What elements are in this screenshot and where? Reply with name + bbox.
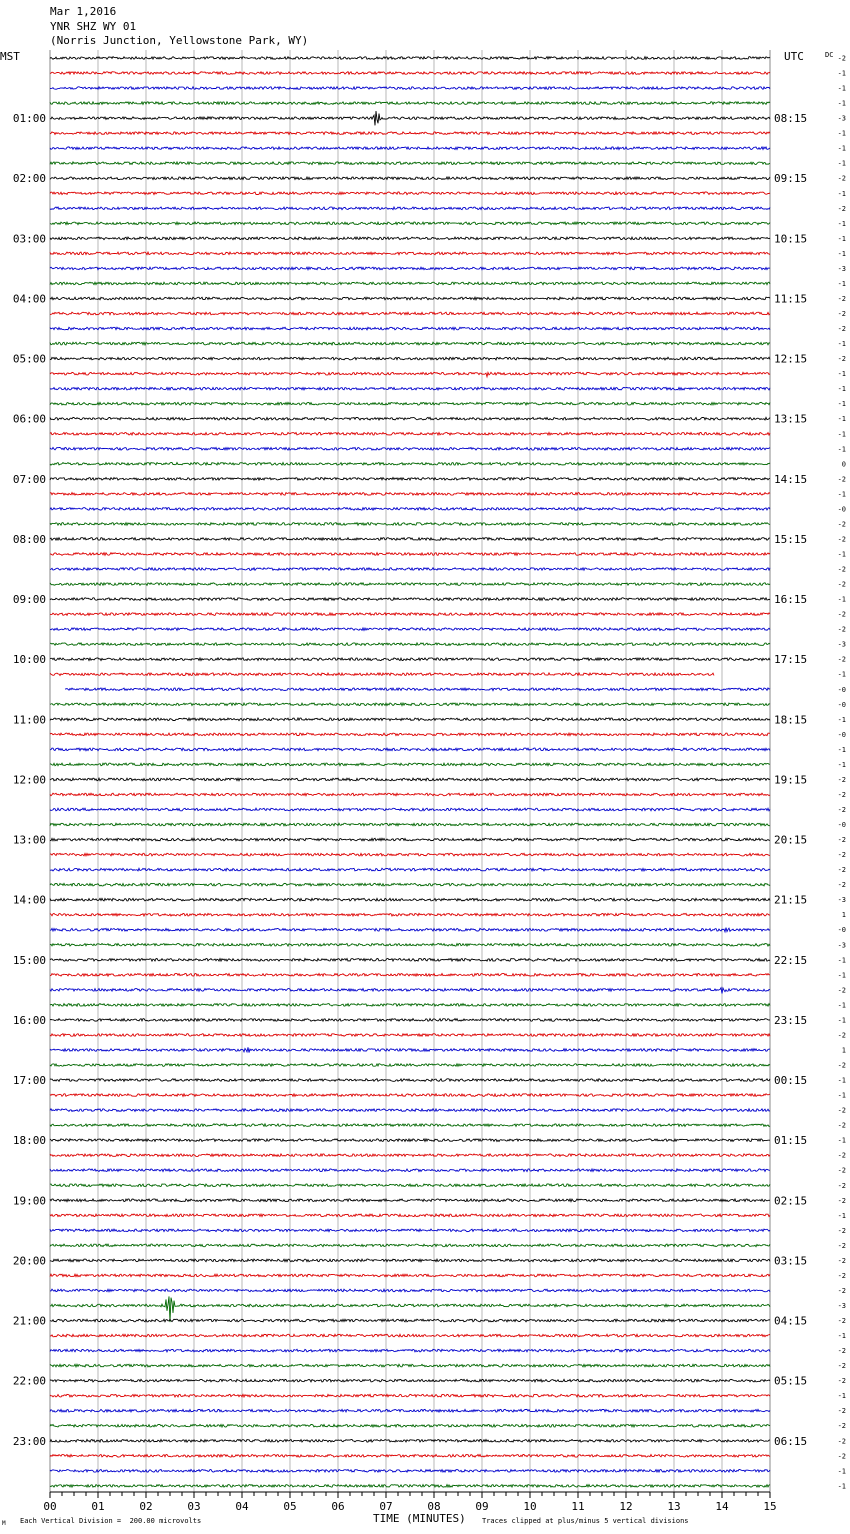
- dc-offset-label: -1: [837, 956, 846, 965]
- x-tick-label: 08: [427, 1500, 441, 1513]
- hour-label-utc: 05:15: [774, 1374, 808, 1388]
- dc-offset-label: -3: [837, 1301, 846, 1310]
- dc-offset-label: -2: [837, 294, 846, 303]
- dc-offset-label: -0: [837, 926, 846, 935]
- trace-row-86: [50, 1349, 770, 1352]
- hour-label-utc: 20:15: [774, 833, 808, 847]
- trace-row-69: [50, 1094, 770, 1097]
- trace-row-32: [50, 538, 770, 541]
- hour-label-utc: 22:15: [774, 953, 808, 967]
- trace-row-70: [50, 1109, 770, 1112]
- clip-note: Traces clipped at plus/minus 5 vertical divisions: [482, 1517, 689, 1525]
- trace-row-30: [50, 508, 770, 511]
- trace-row-88: [50, 1379, 770, 1382]
- dc-offset-label: -2: [837, 355, 846, 364]
- trace-row-68: [50, 1079, 770, 1082]
- dc-offset-label: 1: [841, 911, 846, 920]
- dc-offset-label: -0: [837, 685, 846, 694]
- x-tick-label: 15: [763, 1500, 777, 1513]
- trace-row-22: [50, 387, 770, 390]
- trace-row-38: [50, 628, 770, 631]
- dc-offset-label: -2: [837, 174, 846, 183]
- trace-row-63: [50, 1004, 770, 1007]
- dc-offset-label: -2: [837, 1347, 846, 1356]
- trace-row-33: [50, 553, 770, 556]
- trace-row-66: [50, 1047, 770, 1052]
- dc-offset-label: -0: [837, 821, 846, 830]
- x-axis-label: TIME (MINUTES): [373, 1512, 466, 1525]
- hour-label-mst: 18:00: [12, 1134, 46, 1148]
- hour-label-utc: 13:15: [774, 412, 808, 426]
- hour-label-utc: 01:15: [774, 1134, 808, 1148]
- dc-offset-label: -2: [837, 986, 846, 995]
- trace-row-0: [50, 57, 770, 60]
- dc-offset-label: -3: [837, 640, 846, 649]
- x-tick-label: 09: [475, 1500, 489, 1513]
- dc-offset-label: -2: [837, 1422, 846, 1431]
- trace-row-55: [50, 883, 770, 886]
- dc-offset-label: -1: [837, 1211, 846, 1220]
- dc-offset-label: -1: [837, 144, 846, 153]
- dc-offset-label: -2: [837, 1362, 846, 1371]
- trace-row-91: [50, 1424, 770, 1427]
- dc-offset-label: -2: [837, 1181, 846, 1190]
- hour-label-mst: 07:00: [12, 472, 46, 486]
- trace-row-28: [50, 478, 770, 481]
- trace-row-36: [50, 598, 770, 601]
- dc-offset-label: -1: [837, 490, 846, 499]
- hour-label-utc: 10:15: [774, 232, 808, 246]
- trace-row-81: [50, 1274, 770, 1277]
- dc-offset-label: -2: [837, 1452, 846, 1461]
- trace-row-65: [50, 1034, 770, 1037]
- dc-offset-label: -2: [837, 310, 846, 319]
- hour-label-mst: 23:00: [12, 1434, 46, 1448]
- hour-label-utc: 04:15: [774, 1314, 808, 1328]
- dc-offset-label: -1: [837, 234, 846, 243]
- trace-row-58: [50, 928, 770, 932]
- hour-label-utc: 00:15: [774, 1074, 808, 1088]
- scale-note: Each Vertical Division = 200.00 microvolts: [20, 1517, 202, 1525]
- trace-row-79: [50, 1244, 770, 1247]
- hour-label-utc: 23:15: [774, 1013, 808, 1027]
- hour-label-mst: 01:00: [12, 112, 46, 126]
- trace-row-89: [50, 1394, 770, 1397]
- x-tick-label: 02: [139, 1500, 153, 1513]
- x-tick-label: 13: [667, 1500, 681, 1513]
- trace-row-29: [50, 493, 770, 496]
- hour-label-utc: 16:15: [774, 593, 808, 607]
- trace-row-3: [50, 102, 770, 105]
- trace-row-25: [50, 433, 770, 436]
- hour-label-utc: 08:15: [774, 112, 808, 126]
- hour-label-utc: 09:15: [774, 172, 808, 186]
- dc-offset-labels: [838, 55, 846, 1491]
- trace-row-18: [50, 327, 770, 330]
- dc-offset-label: -1: [837, 385, 846, 394]
- dc-offset-label: -2: [837, 54, 846, 63]
- trace-row-67: [50, 1064, 770, 1067]
- trace-row-42: [65, 688, 770, 691]
- hour-label-utc: 14:15: [774, 472, 808, 486]
- dc-offset-label: -1: [837, 1332, 846, 1341]
- hour-label-utc: 03:15: [774, 1254, 808, 1268]
- trace-row-41: [50, 673, 714, 676]
- trace-row-7: [50, 162, 770, 165]
- trace-row-19: [50, 342, 770, 345]
- dc-offset-label: -2: [837, 1106, 846, 1115]
- trace-row-54: [50, 868, 770, 871]
- dc-offset-label: -2: [837, 1061, 846, 1070]
- dc-offset-label: 0: [841, 460, 846, 469]
- dc-offset-label: -1: [837, 1482, 846, 1491]
- trace-row-80: [50, 1259, 770, 1262]
- dc-offset-label: -2: [837, 655, 846, 664]
- hour-label-utc: 21:15: [774, 893, 808, 907]
- corner-mark: M: [2, 1520, 6, 1527]
- hour-label-utc: 11:15: [774, 292, 808, 306]
- dc-offset-label: -1: [837, 670, 846, 679]
- dc-offset-label: -2: [837, 1286, 846, 1295]
- trace-row-2: [50, 87, 770, 90]
- dc-offset-label: -1: [837, 400, 846, 409]
- dc-offset-label: -2: [837, 881, 846, 890]
- trace-row-85: [50, 1334, 770, 1337]
- dc-offset-label: -2: [837, 580, 846, 589]
- hour-label-utc: 12:15: [774, 352, 808, 366]
- dc-offset-label: -1: [837, 219, 846, 228]
- trace-row-26: [50, 448, 770, 451]
- trace-row-35: [50, 583, 770, 586]
- dc-offset-label: -2: [837, 520, 846, 529]
- trace-row-37: [50, 613, 770, 616]
- dc-offset-label: -2: [837, 1031, 846, 1040]
- hour-label-mst: 03:00: [12, 232, 46, 246]
- hour-label-mst: 14:00: [12, 893, 46, 907]
- trace-row-34: [50, 568, 770, 571]
- dc-offset-label: -1: [837, 415, 846, 424]
- dc-offset-label: -1: [837, 715, 846, 724]
- trace-row-43: [50, 703, 770, 706]
- trace-row-56: [50, 898, 770, 901]
- hour-label-mst: 08:00: [12, 532, 46, 546]
- x-tick-label: 11: [571, 1500, 585, 1513]
- trace-row-59: [50, 944, 770, 947]
- dc-offset-label: -2: [837, 625, 846, 634]
- trace-row-78: [50, 1229, 770, 1232]
- dc-offset-label: -1: [837, 1091, 846, 1100]
- hour-label-mst: 20:00: [12, 1254, 46, 1268]
- trace-row-46: [50, 748, 770, 751]
- dc-offset-label: -2: [837, 1166, 846, 1175]
- trace-row-31: [50, 523, 770, 526]
- dc-offset-label: -1: [837, 430, 846, 439]
- left-axis-title: MST: [0, 50, 20, 63]
- dc-offset-label: -2: [837, 836, 846, 845]
- x-tick-label: 03: [187, 1500, 201, 1513]
- hour-label-utc: 17:15: [774, 653, 808, 667]
- hour-label-mst: 16:00: [12, 1013, 46, 1027]
- dc-offset-label: -2: [837, 1317, 846, 1326]
- dc-offset-label: -2: [837, 610, 846, 619]
- hour-label-mst: 22:00: [12, 1374, 46, 1388]
- dc-offset-label: -1: [837, 1076, 846, 1085]
- dc-offset-label: -2: [837, 806, 846, 814]
- dc-offset-label: -1: [837, 760, 846, 769]
- hour-label-mst: 09:00: [12, 593, 46, 607]
- trace-row-21: [50, 372, 770, 376]
- trace-row-76: [50, 1199, 770, 1202]
- dc-offset-label: -1: [837, 84, 846, 93]
- dc-offset-label: -1: [837, 1136, 846, 1145]
- trace-row-75: [50, 1184, 770, 1187]
- trace-row-27: [50, 463, 770, 466]
- dc-offset-label: -1: [837, 340, 846, 349]
- trace-row-16: [50, 297, 770, 300]
- header-station: YNR SHZ WY 01: [50, 20, 137, 33]
- dc-offset-label: -2: [837, 1196, 846, 1205]
- dc-offset-label: -2: [837, 1121, 846, 1130]
- dc-offset-label: 1: [841, 1046, 846, 1055]
- trace-row-71: [50, 1124, 770, 1127]
- trace-row-90: [50, 1409, 770, 1412]
- x-tick-label: 07: [379, 1500, 393, 1513]
- dc-offset-label: -2: [837, 204, 846, 213]
- dc-offset-label: -2: [837, 1377, 846, 1386]
- trace-row-53: [50, 853, 770, 856]
- trace-row-48: [50, 778, 770, 781]
- hour-label-mst: 05:00: [12, 352, 46, 366]
- dc-offset-label: -1: [837, 595, 846, 604]
- dc-offset-label: -2: [837, 851, 846, 860]
- trace-row-82: [50, 1289, 770, 1292]
- hour-label-utc: 02:15: [774, 1194, 808, 1208]
- hour-label-mst: 15:00: [12, 953, 46, 967]
- right-hour-labels: [774, 112, 807, 1448]
- trace-row-49: [50, 793, 770, 796]
- dc-offset-label: -1: [837, 1392, 846, 1401]
- trace-row-61: [50, 974, 770, 977]
- trace-row-64: [50, 1019, 770, 1022]
- trace-row-95: [50, 1485, 770, 1488]
- trace-row-44: [50, 718, 770, 721]
- dc-offset-label: -1: [837, 971, 846, 980]
- hour-label-mst: 12:00: [12, 773, 46, 787]
- dc-offset-label: -1: [837, 189, 846, 198]
- dc-offset-label: -1: [837, 249, 846, 258]
- trace-row-94: [50, 1470, 770, 1473]
- dc-offset-label: -1: [837, 550, 846, 559]
- hour-label-utc: 19:15: [774, 773, 808, 787]
- trace-row-57: [50, 913, 770, 916]
- dc-offset-label: -1: [837, 129, 846, 138]
- trace-group: [50, 57, 770, 1487]
- dc-offset-label: -1: [837, 1001, 846, 1010]
- trace-row-72: [50, 1139, 770, 1142]
- header-location: (Norris Junction, Yellowstone Park, WY): [50, 34, 309, 47]
- trace-row-50: [50, 808, 770, 811]
- trace-row-20: [50, 357, 770, 360]
- trace-row-83: [50, 1296, 770, 1322]
- trace-row-39: [50, 643, 770, 646]
- dc-offset-label: -1: [837, 1016, 846, 1025]
- trace-row-6: [50, 147, 770, 150]
- dc-offset-label: -1: [837, 445, 846, 454]
- left-hour-labels: [13, 112, 46, 1448]
- x-axis: [43, 1492, 776, 1513]
- dc-offset-label: -1: [837, 159, 846, 168]
- trace-row-92: [50, 1440, 770, 1443]
- trace-row-77: [50, 1214, 770, 1217]
- x-tick-label: 04: [235, 1500, 249, 1513]
- x-tick-label: 05: [283, 1500, 297, 1513]
- hour-label-mst: 21:00: [12, 1314, 46, 1328]
- hour-label-mst: 19:00: [12, 1194, 46, 1208]
- dc-offset-label: -1: [837, 1467, 846, 1476]
- hour-label-utc: 18:15: [774, 713, 808, 727]
- hour-label-mst: 02:00: [12, 172, 46, 186]
- trace-row-60: [50, 959, 770, 962]
- trace-row-8: [50, 177, 770, 180]
- hour-label-mst: 06:00: [12, 412, 46, 426]
- hour-label-mst: 11:00: [12, 713, 46, 727]
- dc-offset-label: -2: [837, 475, 846, 484]
- trace-row-84: [50, 1319, 770, 1322]
- trace-row-4: [50, 111, 770, 125]
- x-tick-label: 06: [331, 1500, 345, 1513]
- dc-offset-label: -3: [837, 114, 846, 123]
- trace-row-23: [50, 402, 770, 405]
- dc-offset-label: -0: [837, 700, 846, 709]
- dc-offset-label: -2: [837, 1437, 846, 1446]
- dc-offset-label: -0: [837, 730, 846, 739]
- dc-offset-label: -2: [837, 775, 846, 784]
- right-axis-title: UTC: [784, 50, 804, 63]
- trace-row-51: [50, 823, 770, 826]
- x-tick-label: 14: [715, 1500, 729, 1513]
- dc-offset-label: -2: [837, 1407, 846, 1416]
- dc-offset-label: -1: [837, 370, 846, 379]
- trace-row-73: [50, 1154, 770, 1157]
- trace-row-74: [50, 1169, 770, 1172]
- dc-offset-label: -2: [837, 565, 846, 574]
- trace-row-14: [50, 267, 770, 270]
- trace-row-62: [50, 988, 770, 994]
- dc-offset-label: -1: [837, 69, 846, 78]
- x-tick-label: 01: [91, 1500, 105, 1513]
- dc-offset-label: -1: [837, 279, 846, 288]
- dc-offset-label: -1: [837, 99, 846, 108]
- hour-label-mst: 17:00: [12, 1074, 46, 1088]
- trace-row-9: [50, 192, 770, 195]
- trace-row-45: [50, 733, 770, 736]
- dc-offset-label: -2: [837, 866, 846, 875]
- dc-offset-label: -2: [837, 535, 846, 544]
- hour-label-mst: 04:00: [12, 292, 46, 306]
- trace-row-93: [50, 1455, 770, 1458]
- hour-label-mst: 10:00: [12, 653, 46, 667]
- trace-row-17: [50, 312, 770, 315]
- hour-label-utc: 15:15: [774, 532, 808, 546]
- dc-offset-label: -0: [837, 505, 846, 514]
- trace-row-13: [50, 252, 770, 255]
- trace-row-11: [50, 222, 770, 225]
- trace-row-47: [50, 763, 770, 766]
- trace-row-40: [50, 658, 770, 661]
- dc-offset-label: -3: [837, 264, 846, 273]
- dc-offset-label: -2: [837, 1241, 846, 1250]
- dc-offset-label: -2: [837, 1271, 846, 1280]
- hour-label-mst: 13:00: [12, 833, 46, 847]
- trace-row-10: [50, 207, 770, 210]
- trace-row-87: [50, 1364, 770, 1367]
- dc-offset-label: -2: [837, 325, 846, 334]
- x-tick-label: 10: [523, 1500, 537, 1513]
- trace-row-24: [50, 417, 770, 420]
- x-tick-label: 12: [619, 1500, 633, 1513]
- dc-offset-label: -2: [837, 790, 846, 799]
- dc-offset-label: -1: [837, 745, 846, 754]
- trace-row-12: [50, 237, 770, 240]
- trace-row-52: [50, 838, 770, 841]
- dc-label: DC: [825, 51, 834, 59]
- header-date: Mar 1,2016: [50, 5, 117, 18]
- dc-offset-label: -2: [837, 1226, 846, 1235]
- trace-row-5: [50, 132, 770, 135]
- dc-offset-label: -2: [837, 1151, 846, 1160]
- x-tick-label: 00: [43, 1500, 57, 1513]
- trace-row-1: [50, 72, 770, 75]
- hour-label-utc: 06:15: [774, 1434, 808, 1448]
- dc-offset-label: -3: [837, 896, 846, 905]
- trace-row-15: [50, 282, 770, 285]
- dc-offset-label: -2: [837, 1256, 846, 1265]
- dc-offset-label: -3: [837, 941, 846, 950]
